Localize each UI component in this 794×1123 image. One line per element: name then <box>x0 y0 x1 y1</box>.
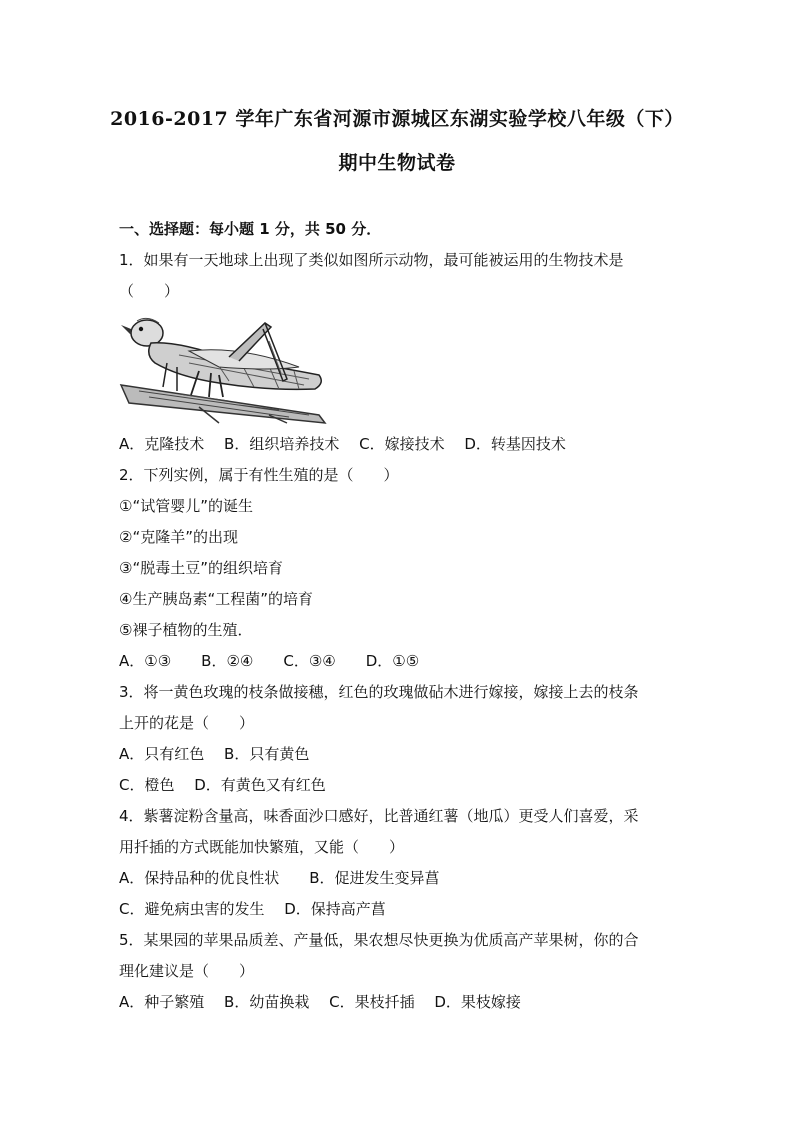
q5-stem-line1: 5．某果园的苹果品质差、产量低，果农想尽快更换为优质高产苹果树，你的合 <box>119 931 639 949</box>
q3-options-line1: A．只有红色 B．只有黄色 <box>119 745 310 763</box>
q2-item-1: ①“试管婴儿”的诞生 <box>119 497 253 515</box>
q1-stem-line1: 1．如果有一天地球上出现了类似如图所示动物，最可能被运用的生物技术是 <box>119 251 624 269</box>
q4-options-line2: C．避免病虫害的发生 D．保持高产菖 <box>119 900 386 918</box>
q3-stem-line2: 上开的花是（ ） <box>119 714 255 732</box>
q4-options-line1: A．保持品种的优良性状 B．促进发生变异菖 <box>119 869 440 887</box>
q1-figure <box>119 311 331 425</box>
q5-options: A．种子繁殖 B．幼苗换栽 C．果枝扦插 D．果枝嫁接 <box>119 993 521 1011</box>
q1-stem-line2: （ ） <box>119 282 180 300</box>
q2-options: A．①③ B．②④ C．③④ D．①⑤ <box>119 652 420 670</box>
q5-stem-line2: 理化建议是（ ） <box>119 962 255 980</box>
q3-stem-line1: 3．将一黄色玫瑰的枝条做接穗，红色的玫瑰做砧木进行嫁接，嫁接上去的枝条 <box>119 683 639 701</box>
bird-grasshopper-hybrid-icon <box>119 311 331 425</box>
q4-stem-line2: 用扦插的方式既能加快繁殖，又能（ ） <box>119 838 405 856</box>
q2-item-2: ②“克隆羊”的出现 <box>119 528 238 546</box>
exam-title-line1: 2016-2017 学年广东省河源市源城区东湖实验学校八年级（下） <box>110 108 684 130</box>
section-heading: 一、选择题：每小题 1 分，共 50 分． <box>119 220 382 238</box>
exam-title-line2: 期中生物试卷 <box>338 152 456 174</box>
q3-options-line2: C．橙色 D．有黄色又有红色 <box>119 776 326 794</box>
q2-item-3: ③“脱毒土豆”的组织培育 <box>119 559 283 577</box>
q1-options: A．克隆技术 B．组织培养技术 C．嫁接技术 D．转基因技术 <box>119 435 566 453</box>
q4-stem-line1: 4．紫薯淀粉含量高，味香面沙口感好，比普通红薯（地瓜）更受人们喜爱，采 <box>119 807 639 825</box>
exam-content <box>119 214 679 1018</box>
q2-stem: 2．下列实例，属于有性生殖的是（ ） <box>119 466 399 484</box>
q2-item-4: ④生产胰岛素“工程菌”的培育 <box>119 590 313 608</box>
q2-item-5: ⑤裸子植物的生殖． <box>119 621 253 639</box>
